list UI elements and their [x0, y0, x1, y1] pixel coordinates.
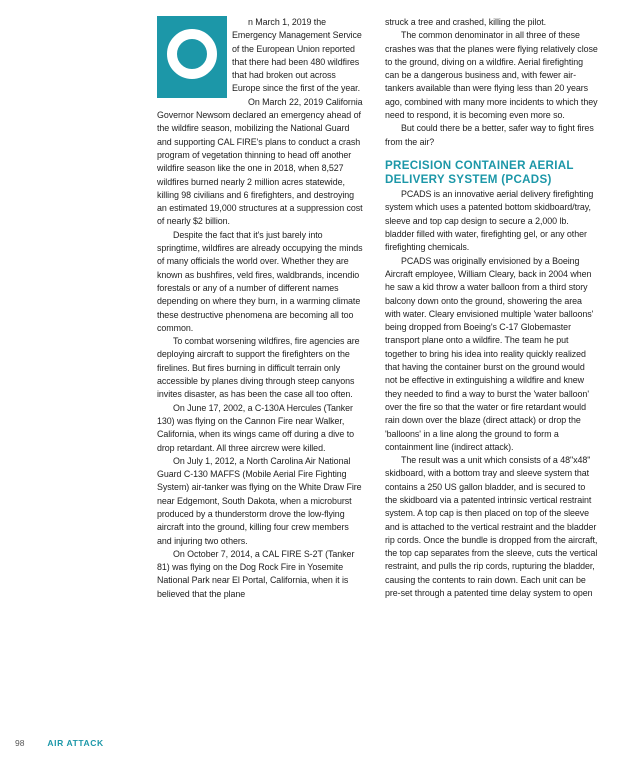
page-number: 98 — [15, 738, 25, 748]
article-paragraph: Despite the fact that it's just barely into springtime, wildfires are already occupying the minds of many officials the world over. Whether they are known as bushfires, veld fires, waldbrands, incendio forestals or any of a number of different names depending on where they burn, in a warming climate these destructive phenomena are becoming all too common. — [157, 229, 363, 333]
article-paragraph: On October 7, 2014, a CAL FIRE S-2T (Tanker 81) was flying on the Dog Rock Fire in Yosemite National Park near El Portal, California, when it is believed that the plane — [157, 548, 355, 599]
left-column — [157, 16, 365, 601]
section-heading: PRECISION CONTAINER AERIAL DELIVERY SYSTEM (PCADS) — [385, 158, 574, 186]
article-paragraph: On June 17, 2002, a C-130A Hercules (Tanker 130) was flying on the Cannon Fire near Walker, California, when its wings came off during a dive to drop retardant. All three aircrew were killed. — [157, 402, 355, 453]
article-paragraph: n March 1, 2019 the Emergency Management Service of the European Union reported that there had been 480 wildfires that had broken out across Europe since the first of the year. — [232, 17, 362, 94]
article-paragraph: To combat worsening wildfires, fire agencies are deploying aircraft to support the firefighters on the firelines. But fires burning in difficult terrain only accessible by planes diving through steep canyons invites disaster, as has been the case all too often. — [157, 336, 360, 400]
article-paragraph: struck a tree and crashed, killing the pilot. — [385, 17, 547, 27]
article-paragraph: On March 22, 2019 California Governor Newsom declared an emergency ahead of the wildfire season, mobilizing the National Guard and supporting CAL FIRE's plans to conduct a crash program of vegetation thinning to head off another wildfire season like the one in 2018, when 8,527 wildfires burned nearly 2 million acres statewide, killing 98 civilians and 6 firefighters, and destroying an estimated 19,000 structures at a suppression cost of nearly $2 billion. — [157, 96, 363, 227]
article-paragraph: The result was a unit which consists of a 48"x48" skidboard, with a bottom tray and sleeve system that contains a 250 US gallon bladder, and is secured to the skidboard via a patented intrinsic vertical restraint system. A top cap is then placed on top of the sleeve and is attached to the vertical restraint and the bladder rip cords. Once the bundle is dropped from the aircraft, the top cap separates from the sleeve, cuts the vertical restraint, and pulls the rip cords, rupturing the bladder, causing the contents to rain down. Each unit can be pre-set through a patented time delay system to open — [385, 455, 598, 599]
article-paragraph: PCADS is an innovative aerial delivery firefighting system which uses a patented bottom skidboard/tray, sleeve and top cap design to secure a 2,000 lb. bladder filled with water, firefighting gel, or any other firefighting chemicals. — [385, 189, 594, 253]
ring-icon — [167, 29, 217, 79]
drop-cap-o-icon — [157, 16, 227, 98]
right-column — [385, 16, 599, 600]
article-paragraph: PCADS was originally envisioned by a Boeing Aircraft employee, William Cleary, back in 2004 when he saw a kid throw a water balloon from a third story balcony down onto the ground, showering the area with water. Cleary envisioned multiple 'water balloons' being dropped from Boeing's C-17 Globemaster transport plane onto a wildfire. The team he put together to bring his idea into reality quickly realized that having the container burst on the ground would not be effective in extinguishing a wildfire and knew they needed to find a way to burst the 'water balloon' over the fire so that the water or fire retardant would rain down over the blaze (direct attack) or drop the 'balloons' in a line along the ground to form a containment line (indirect attack). — [385, 255, 594, 452]
article-paragraph: The common denominator in all three of these crashes was that the planes were flying relatively close to the ground, diving on a wildfire. Aerial firefighting can be a dangerous business and, with fewer air-tankers available than were flying less than 20 years ago, combined with many more incidents to which they need to respond, it is becoming even more so. — [385, 30, 598, 121]
article-paragraph: But could there be a better, safer way to fight fires from the air? — [385, 123, 594, 147]
magazine-name: AIR ATTACK — [47, 738, 104, 748]
page-footer — [15, 738, 104, 748]
article-paragraph: On July 1, 2012, a North Carolina Air National Guard C-130 MAFFS (Mobile Aerial Fire Fighting System) air-tanker was flying on the White Draw Fire near Edgemont, South Dakota, when a microburst produced by a thunderstorm drove the low-flying aircraft into the ground, killing four crew members and injuring two others. — [157, 455, 362, 546]
